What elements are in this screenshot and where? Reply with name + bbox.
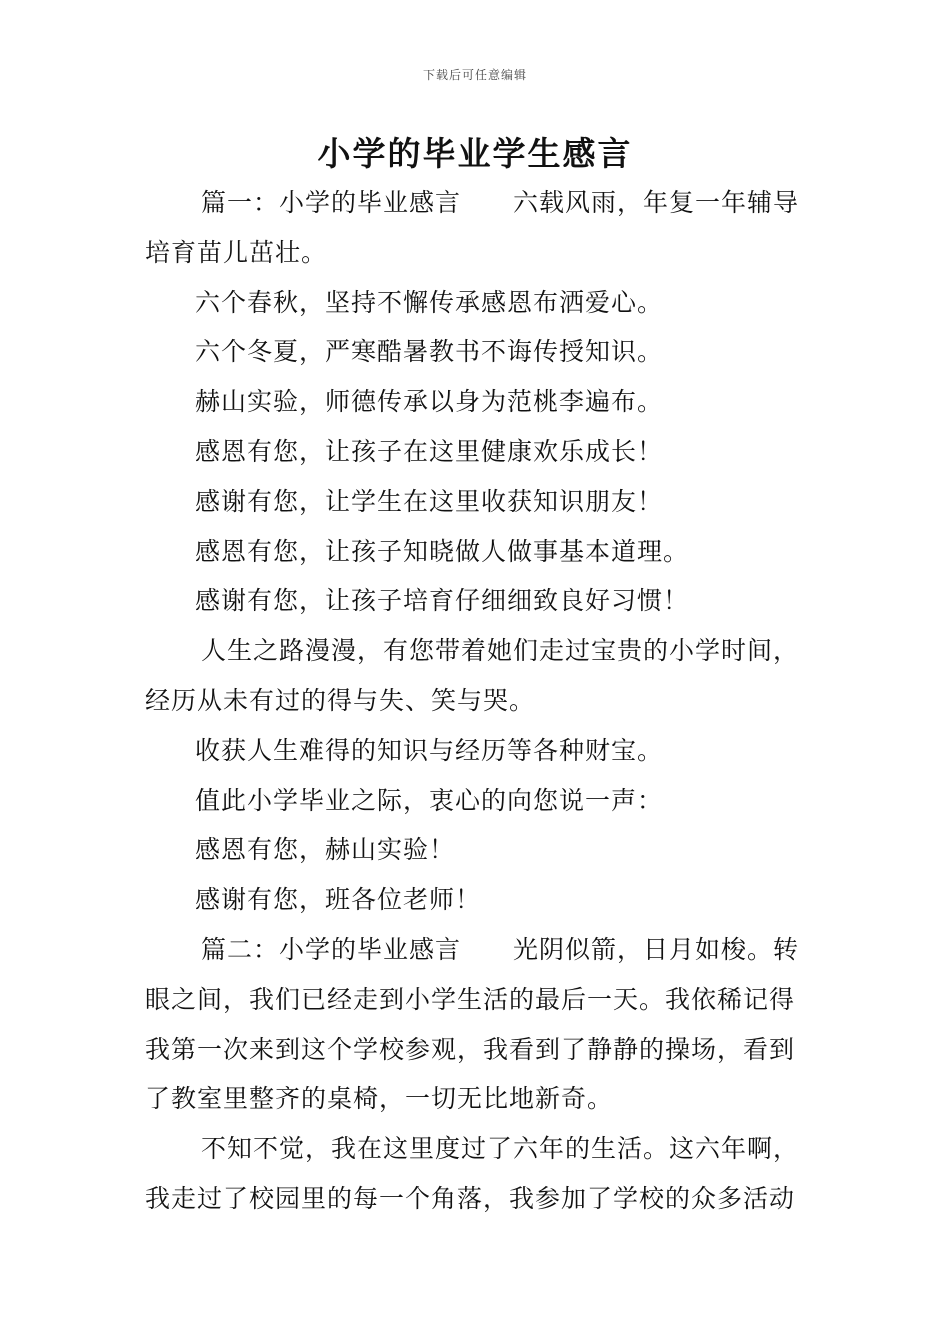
section2-paragraph-1-text: 光阴似箭，日月如梭。转眼之间，我们已经走到小学生活的最后一天。我依稀记得我第一次来到这个学校参观，我看到了静静的操场，看到了教室里整齐的桌椅，一切无比地新奇。 [145, 934, 800, 1114]
section1-line: 感恩有您，让孩子在这里健康欢乐成长！ [195, 436, 664, 466]
section1-intro-paragraph [145, 178, 810, 278]
section1-line: 六个冬夏，严寒酷暑教书不诲传授知识。 [195, 337, 664, 367]
section2-heading: 篇二：小学的毕业感言 [201, 934, 462, 964]
section1-closing-line: 值此小学毕业之际，衷心的向您说一声： [195, 785, 664, 815]
document-title: 小学的毕业学生感言 [317, 134, 633, 173]
section1-closing-line: 感谢有您，班各位老师！ [195, 885, 482, 915]
section1-closing-line: 感恩有您，赫山实验！ [195, 835, 456, 865]
page-header-note: 下载后可任意编辑 [422, 68, 527, 82]
section1-line: 感谢有您，让学生在这里收获知识朋友！ [195, 486, 664, 516]
section1-opening: 六载风雨，年复一年辅导培育苗儿茁壮。 [145, 188, 800, 267]
section1-paragraph: 人生之路漫漫，有您带着她们走过宝贵的小学时间，经历从未有过的得与失、笑与哭。 [145, 636, 800, 715]
document-body [145, 178, 810, 1224]
section1-closing-line: 收获人生难得的知识与经历等各种财宝。 [195, 735, 664, 765]
section1-line: 六个春秋，坚持不懈传承感恩布洒爱心。 [195, 287, 664, 317]
section1-line: 赫山实验，师德传承以身为范桃李遍布。 [195, 387, 664, 417]
section2-paragraph-2: 不知不觉，我在这里度过了六年的生活。这六年啊，我走过了校园里的每一个角落，我参加了学校的众多活动 [145, 1134, 800, 1213]
section1-line: 感恩有您，让孩子知晓做人做事基本道理。 [195, 536, 690, 566]
section2-paragraph-1 [145, 925, 810, 1124]
section1-line: 感谢有您，让孩子培育仔细细致良好习惯！ [195, 586, 690, 616]
section1-heading: 篇一：小学的毕业感言 [201, 188, 462, 217]
